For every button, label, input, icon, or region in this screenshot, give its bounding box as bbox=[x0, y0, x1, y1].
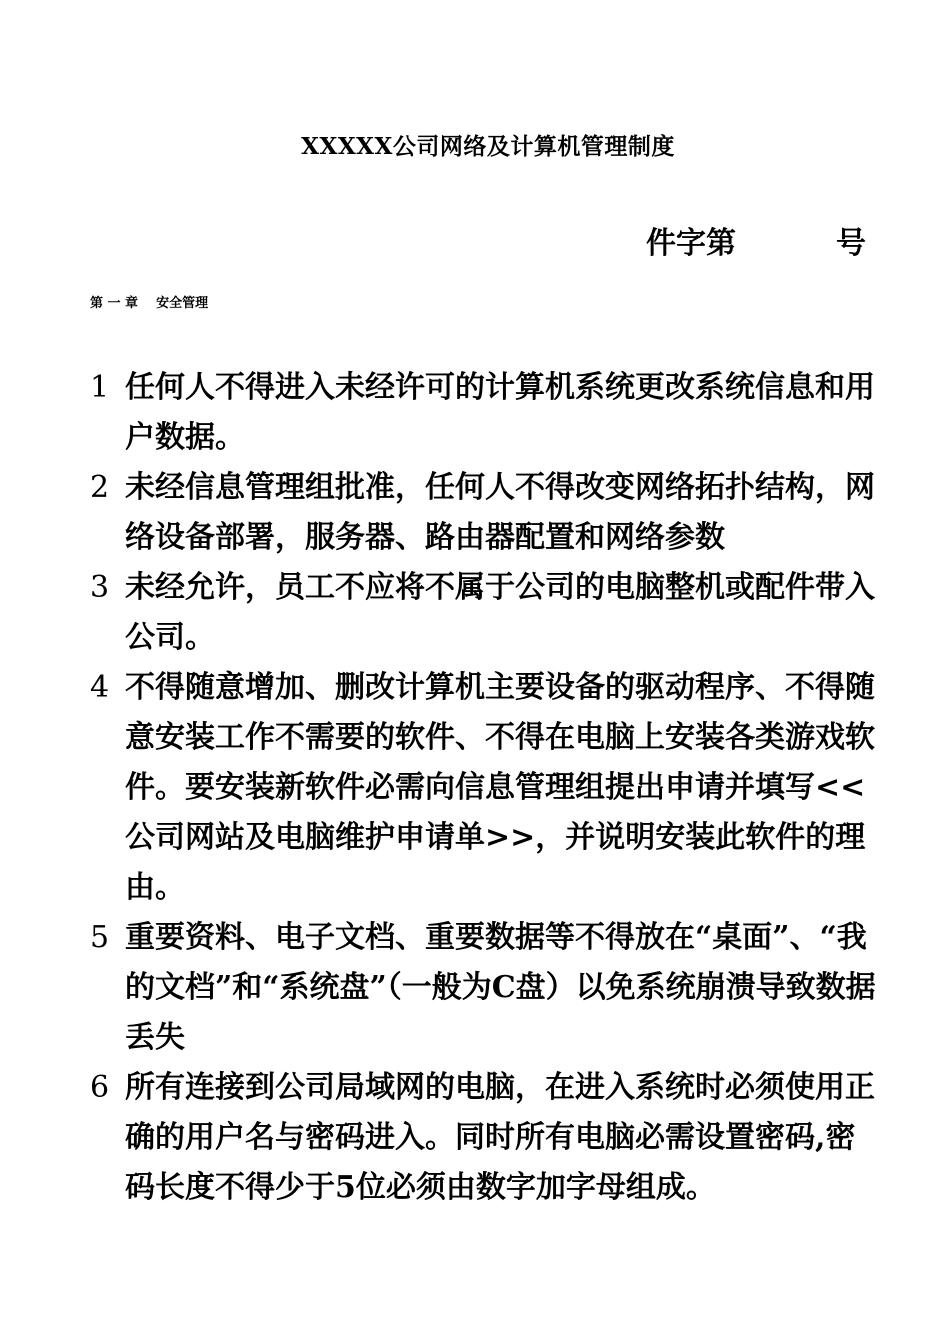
rule-text: 未经允许，员工不应将不属于公司的电脑整机或配件带入公司。 bbox=[125, 570, 875, 655]
rule-number: 1 bbox=[90, 370, 110, 405]
rule-item bbox=[90, 363, 890, 463]
rule-text: 不得随意增加、删改计算机主要设备的驱动程序、不得随意安装工作不需要的软件、不得在电脑上安装各类游戏软件。要安装新软件必需向信息管理组提出申请并填写<<公司网站及电脑维护申请单>>，并说明安装此软件的理由。 bbox=[125, 670, 875, 905]
rule-number: 2 bbox=[90, 470, 110, 505]
chapter-heading bbox=[90, 292, 208, 311]
document-number-suffix: 号 bbox=[836, 226, 866, 261]
rules-list bbox=[90, 363, 890, 1213]
document-number-prefix: 件字第 bbox=[646, 226, 736, 261]
document-title: XXXXX公司网络及计算机管理制度 bbox=[301, 133, 675, 160]
rule-text: 任何人不得进入未经许可的计算机系统更改系统信息和用户数据。 bbox=[125, 370, 875, 455]
rule-number: 3 bbox=[90, 570, 110, 605]
rule-number: 5 bbox=[90, 920, 110, 955]
rule-item bbox=[90, 463, 890, 563]
chapter-title: 安全管理 bbox=[156, 296, 209, 311]
rule-item bbox=[90, 913, 890, 1063]
rule-item bbox=[90, 1063, 890, 1213]
rule-number: 6 bbox=[90, 1070, 110, 1105]
rule-number: 4 bbox=[90, 670, 110, 705]
rule-item bbox=[90, 563, 890, 663]
chapter-label: 第 一 章 bbox=[90, 296, 139, 311]
rule-text: 所有连接到公司局域网的电脑，在进入系统时必须使用正确的用户名与密码进入。同时所有电脑必需设置密码,密码长度不得少于5位必须由数字加字母组成。 bbox=[125, 1070, 875, 1205]
rule-text: 重要资料、电子文档、重要数据等不得放在“桌面”、“我的文档”和“系统盘”（一般为C盘）以免系统崩溃导致数据丢失 bbox=[125, 920, 876, 1055]
rule-item bbox=[90, 663, 890, 913]
document-number bbox=[646, 218, 866, 262]
rule-text: 未经信息管理组批准，任何人不得改变网络拓扑结构，网络设备部署，服务器、路由器配置和网络参数 bbox=[125, 470, 875, 555]
